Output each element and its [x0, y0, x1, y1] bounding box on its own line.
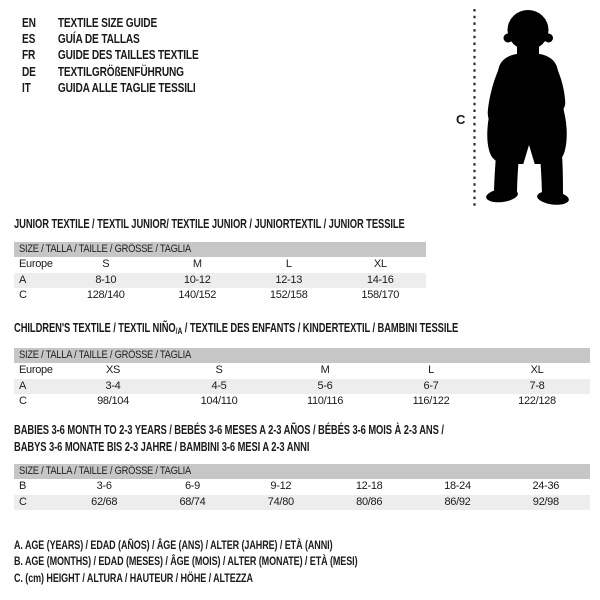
cell: 5-6: [317, 379, 333, 392]
cell: 158/170: [361, 289, 400, 301]
size-table-children: [14, 348, 590, 410]
size-table-babies: [14, 464, 590, 510]
cell: 14-16: [366, 273, 394, 286]
section-title-junior: JUNIOR TEXTILE / TEXTIL JUNIOR/ TEXTILE JUNIOR / JUNIORTEXTIL / JUNIOR TESSILE: [14, 217, 405, 231]
row-label: Europe: [19, 364, 53, 376]
language-row-it: [22, 80, 199, 96]
cell: XS: [105, 364, 121, 376]
cell: 74/80: [267, 495, 294, 508]
language-row-en: [22, 14, 199, 30]
cell: 68/74: [179, 495, 206, 508]
table-row-height: [14, 495, 590, 511]
row-label: A: [19, 379, 27, 392]
table-row-europe: [14, 363, 590, 379]
cell: 122/128: [518, 395, 556, 407]
cell: 3-4: [105, 379, 121, 392]
cell: 12-18: [355, 480, 383, 492]
cell: M: [192, 258, 202, 270]
cell: 6-9: [184, 480, 200, 492]
row-label: Europe: [19, 258, 53, 270]
table-row-height: [14, 394, 590, 410]
table-row-europe: [14, 257, 426, 273]
cell: S: [102, 258, 110, 270]
table-row-months: [14, 479, 590, 495]
language-header: [22, 14, 248, 96]
section-title-children: CHILDREN'S TEXTILE / TEXTIL $NIÑO_{/A}$ / TEXTILE DES ENFANTS / KINDERTEXTIL / BAMBINI TESSILE: [14, 321, 459, 336]
cell: 116/122: [412, 395, 450, 407]
cell: 80/86: [356, 495, 383, 508]
height-marker-label: C: [456, 112, 466, 127]
cell: L: [285, 258, 292, 270]
language-label: TEXTILGRÖßENFÜHRUNG: [57, 63, 184, 79]
cell: 12-13: [275, 273, 303, 286]
language-code: DE: [22, 63, 36, 79]
subscript: /A: [175, 326, 183, 336]
row-label: B: [19, 480, 27, 492]
cell: 140/152: [178, 289, 217, 301]
language-label: GUÍA DE TALLAS: [57, 31, 140, 47]
cell: 62/68: [91, 495, 118, 508]
legend-line-c: C. (cm) HEIGHT / ALTURA / HAUTEUR / HÖHE / ALTEZZA: [14, 570, 253, 585]
cell: 18-24: [444, 480, 471, 492]
measurement-legend: [14, 537, 472, 586]
legend-line-a: A. AGE (YEARS) / EDAD (AÑOS) / ÂGE (ANS) / ALTER (JAHRE) / ETÀ (ANNI): [14, 538, 333, 552]
cell: S: [215, 364, 223, 376]
cell: 3-6: [96, 480, 112, 492]
cell: M: [320, 364, 330, 376]
language-code: ES: [22, 31, 36, 47]
row-label: C: [19, 289, 27, 301]
cell: 24-36: [532, 480, 560, 492]
table-header: SIZE / TALLA / TAILLE / GRÖSSE / TAGLIA: [14, 242, 426, 257]
legend-line-b: B. AGE (MONTHS) / EDAD (MESES) / ÂGE (MOIS) / ALTER (MONATE) / ETÀ (MESI): [14, 554, 358, 569]
cell: L: [428, 364, 434, 376]
cell: 110/116: [306, 395, 344, 407]
cell: XL: [530, 364, 544, 376]
cell: 8-10: [95, 273, 117, 286]
language-row-de: [22, 63, 199, 79]
language-row-fr: [22, 47, 199, 63]
cell: 6-7: [423, 379, 439, 392]
language-code: FR: [22, 47, 36, 63]
cell: 10-12: [183, 273, 211, 286]
cell: 7-8: [529, 379, 545, 392]
table-header: SIZE / TALLA / TAILLE / GRÖSSE / TAGLIA: [14, 348, 590, 363]
cell: 98/104: [97, 395, 129, 407]
cell: 152/158: [269, 289, 308, 301]
cell: 128/140: [86, 289, 125, 301]
language-code: EN: [22, 14, 36, 30]
language-label: TEXTILE SIZE GUIDE: [57, 14, 158, 30]
row-label: C: [19, 495, 27, 508]
cell: 86/92: [444, 495, 471, 508]
cell: 104/110: [200, 395, 238, 407]
size-table-junior: [14, 242, 426, 304]
baby-silhouette-icon: [485, 10, 569, 206]
table-row-height: [14, 288, 426, 304]
row-label: A: [19, 273, 27, 286]
baby-silhouette-figure: [445, 5, 575, 215]
section-title-babies: BABIES 3-6 MONTH TO 2-3 YEARS / BEBÉS 3-6 MESES A 2-3 AÑOS / BÉBÉS 3-6 MOIS À 2-3 ANS / BABYS 3-6 MONATE BIS 2-3 JAHRE / BAMBINI 3-6 MESI A 2-3 ANNI: [14, 423, 444, 454]
language-row-es: [22, 30, 199, 46]
table-row-age: [14, 379, 590, 395]
language-code: IT: [22, 80, 31, 96]
cell: 4-5: [211, 379, 227, 392]
cell: 9-12: [270, 480, 292, 492]
language-label: GUIDA ALLE TAGLIE TESSILI: [57, 80, 196, 96]
cell: 92/98: [532, 495, 559, 508]
language-label: GUIDE DES TAILLES TEXTILE: [57, 47, 199, 63]
row-label: C: [19, 395, 27, 407]
table-header: SIZE / TALLA / TAILLE / GRÖSSE / TAGLIA: [14, 464, 590, 479]
cell: XL: [373, 258, 387, 270]
table-row-age: [14, 273, 426, 289]
